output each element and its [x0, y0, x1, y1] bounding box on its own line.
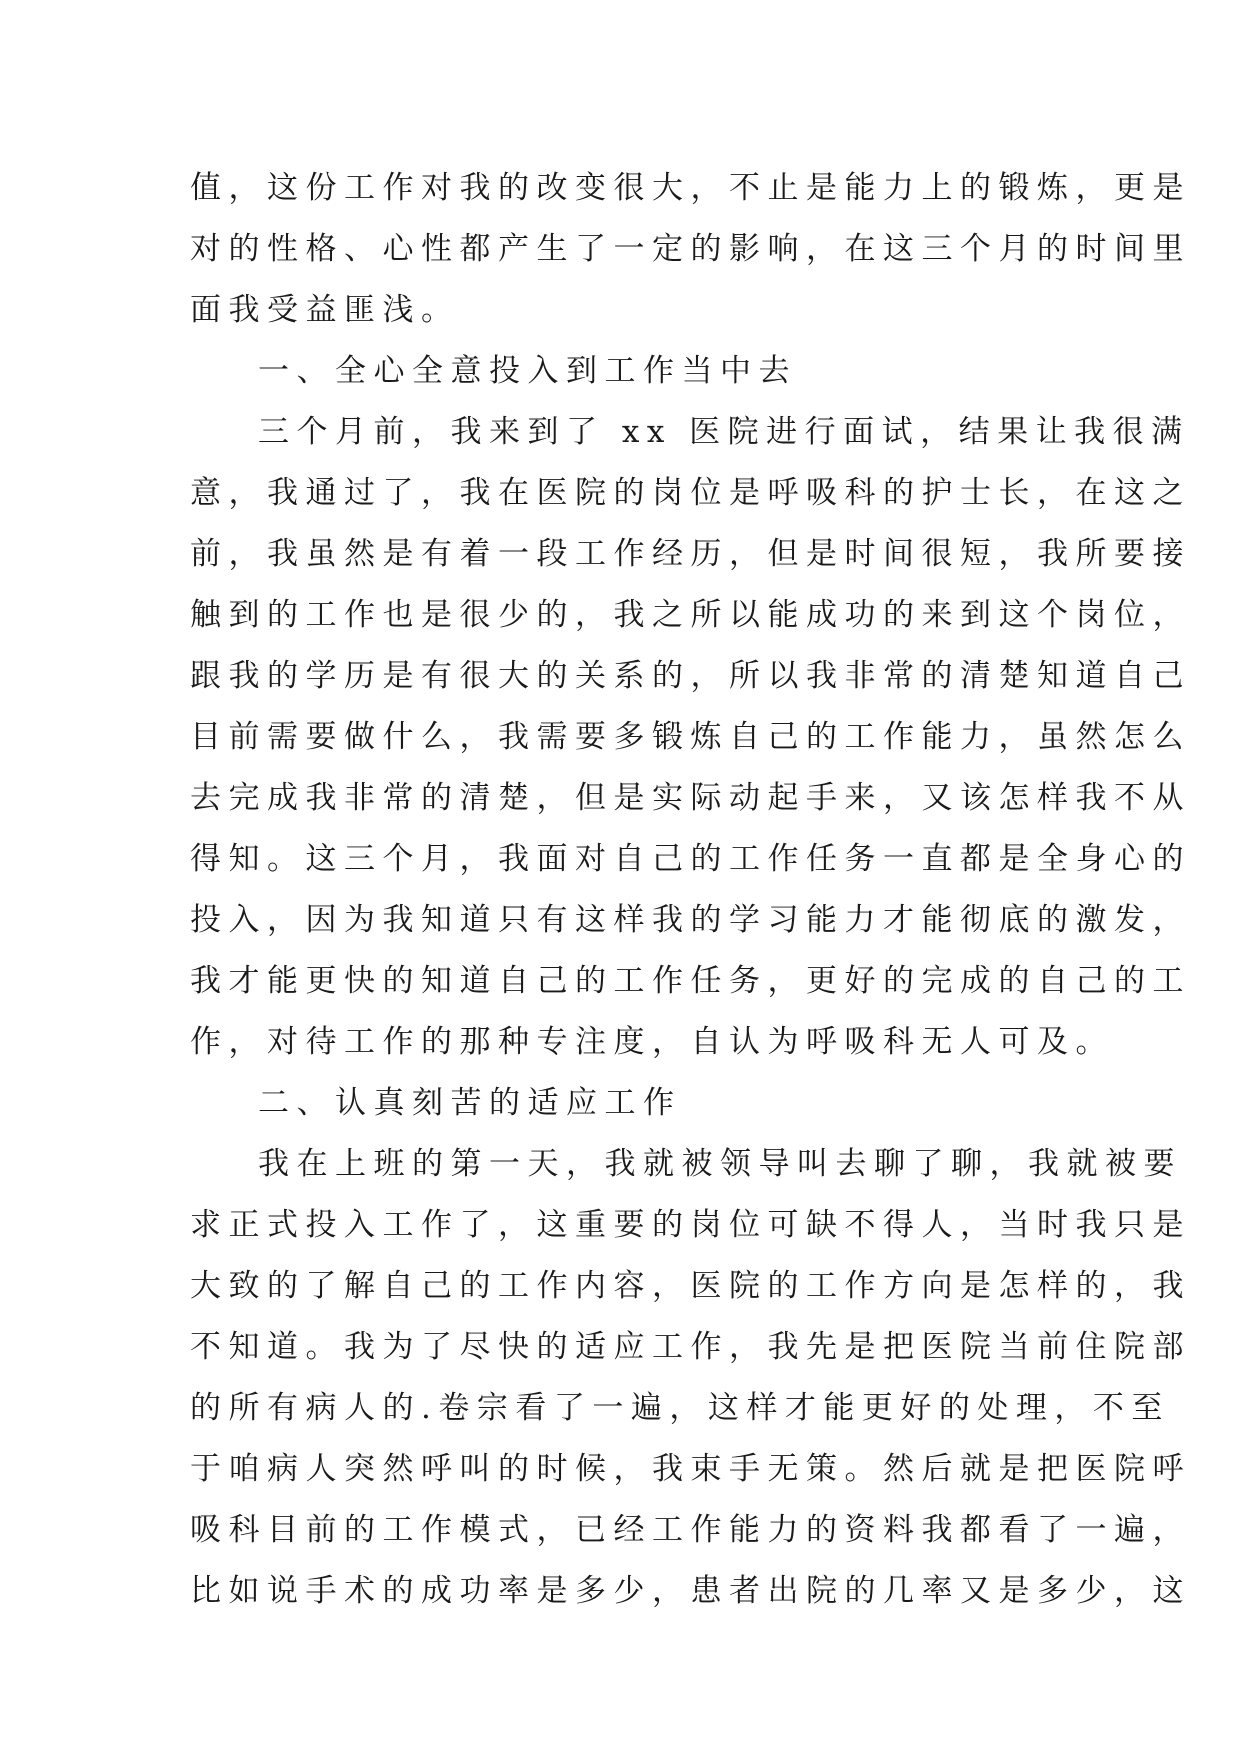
text-line: 值，这份工作对我的改变很大，不止是能力上的锻炼，更是 [190, 170, 1191, 206]
text-line: 触到的工作也是很少的，我之所以能成功的来到这个岗位， [190, 597, 1191, 633]
section-heading: 一、全心全意投入到工作当中去 [258, 353, 797, 389]
text-line: 我才能更快的知道自己的工作任务，更好的完成的自己的工 [190, 963, 1191, 999]
text-line: 大致的了解自己的工作内容，医院的工作方向是怎样的，我 [190, 1268, 1191, 1304]
text-line: 意，我通过了，我在医院的岗位是呼吸科的护士长，在这之 [190, 475, 1191, 511]
text-line: 投入，因为我知道只有这样我的学习能力才能彻底的激发， [190, 902, 1191, 938]
text-line: 面我受益匪浅。 [190, 292, 460, 328]
text-line: 前，我虽然是有着一段工作经历，但是时间很短，我所要接 [190, 536, 1191, 572]
text-line: 不知道。我为了尽快的适应工作，我先是把医院当前住院部 [190, 1329, 1191, 1365]
text-line: 的所有病人的.卷宗看了一遍，这样才能更好的处理，不至 [190, 1390, 1170, 1426]
text-line: 目前需要做什么，我需要多锻炼自己的工作能力，虽然怎么 [190, 719, 1191, 755]
body-text [190, 158, 1191, 1622]
paragraph-first-line: 三个月前，我来到了 xx 医院进行面试，结果让我很满 [258, 414, 1190, 450]
paragraph-first-line: 我在上班的第一天，我就被领导叫去聊了聊，我就被要 [258, 1146, 1182, 1182]
text-line: 于咱病人突然呼叫的时候，我束手无策。然后就是把医院呼 [190, 1451, 1191, 1487]
section-heading: 二、认真刻苦的适应工作 [258, 1085, 682, 1121]
text-line: 跟我的学历是有很大的关系的，所以我非常的清楚知道自己 [190, 658, 1191, 694]
text-line: 得知。这三个月，我面对自己的工作任务一直都是全身心的 [190, 841, 1191, 877]
text-line: 比如说手术的成功率是多少，患者出院的几率又是多少，这 [190, 1573, 1191, 1609]
text-line: 吸科目前的工作模式，已经工作能力的资料我都看了一遍， [190, 1512, 1191, 1548]
text-line: 对的性格、心性都产生了一定的影响，在这三个月的时间里 [190, 231, 1191, 267]
text-line: 求正式投入工作了，这重要的岗位可缺不得人，当时我只是 [190, 1207, 1191, 1243]
text-line: 去完成我非常的清楚，但是实际动起手来，又该怎样我不从 [190, 780, 1191, 816]
text-line: 作，对待工作的那种专注度，自认为呼吸科无人可及。 [190, 1024, 1114, 1060]
